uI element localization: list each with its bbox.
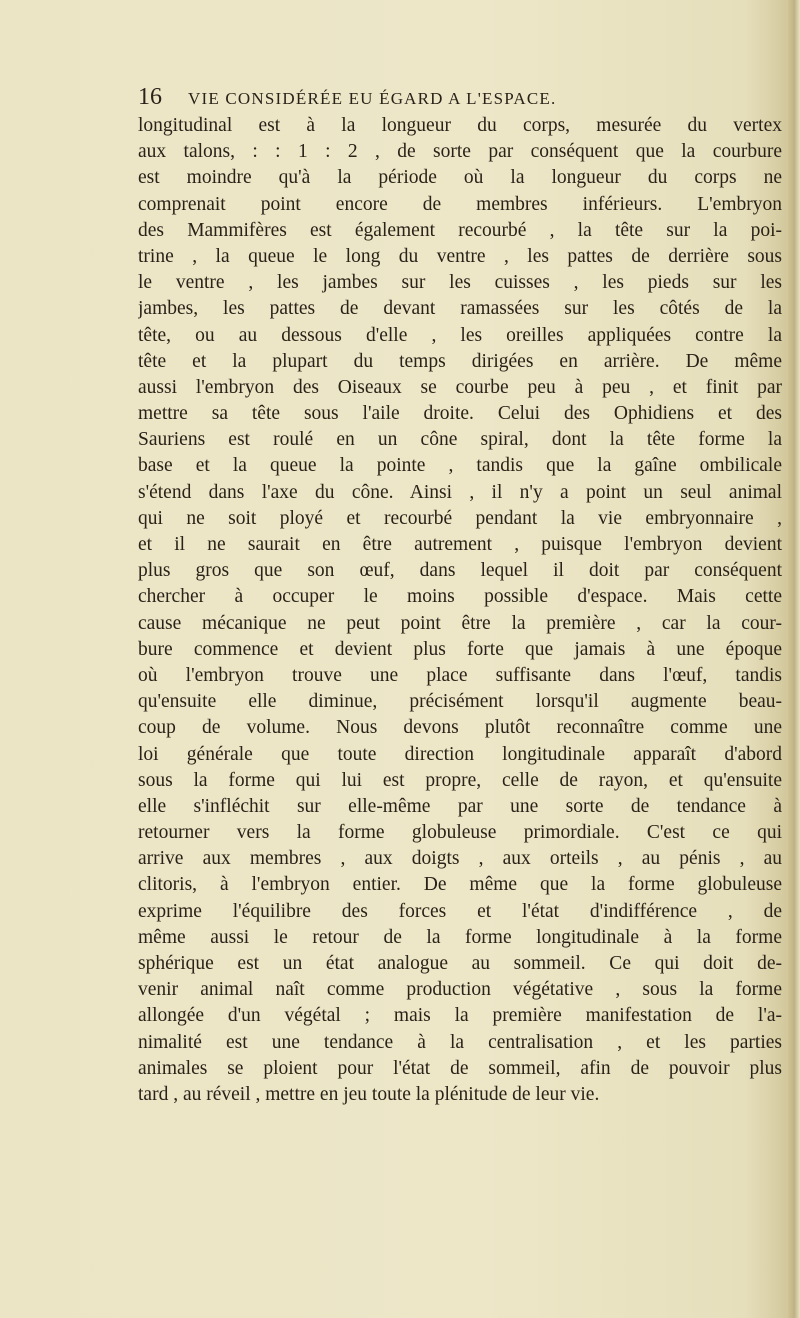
text-line: aussi l'embryon des Oiseaux se courbe peu à peu , et finit par: [138, 376, 782, 398]
text-line: exprime l'équilibre des forces et l'état d'indifférence , de: [138, 900, 782, 922]
text-line: jambes, les pattes de devant ramassées sur les côtés de la: [138, 298, 782, 320]
text-line: qu'ensuite elle diminue, précisément lorsqu'il augmente beau-: [138, 691, 782, 713]
running-header: [138, 84, 788, 112]
text-line: et il ne saurait en être autrement , puisque l'embryon devient: [138, 534, 782, 555]
text-line: venir animal naît comme production végétative , sous la forme: [138, 979, 782, 1001]
running-title: VIE CONSIDÉRÉE EU ÉGARD A L'ESPACE.: [188, 89, 557, 108]
text-line: qui ne soit ployé et recourbé pendant la vie embryonnaire ,: [138, 507, 782, 529]
text-line: tard , au réveil , mettre en jeu toute la plénitude de leur vie.: [138, 1083, 600, 1105]
text-line: s'étend dans l'axe du cône. Ainsi , il n'y a point un seul animal: [138, 481, 782, 503]
text-line: tête et la plupart du temps dirigées en arrière. De même: [138, 350, 782, 372]
text-line: sphérique est un état analogue au sommeil. Ce qui doit de-: [138, 953, 782, 974]
text-line: retourner vers la forme globuleuse primordiale. C'est ce qui: [138, 822, 782, 844]
text-line: clitoris, à l'embryon entier. De même que la forme globuleuse: [138, 874, 782, 896]
text-line: bure commence et devient plus forte que jamais à une époque: [138, 638, 782, 660]
text-line: aux talons, : : 1 : 2 , de sorte par conséquent que la courbure: [138, 141, 782, 163]
text-line: animales se ploient pour l'état de sommeil, afin de pouvoir plus: [138, 1057, 782, 1079]
text-line: plus gros que son œuf, dans lequel il doit par conséquent: [138, 560, 782, 582]
text-line: elle s'infléchit sur elle-même par une sorte de tendance à: [138, 795, 782, 817]
text-line: où l'embryon trouve une place suffisante dans l'œuf, tandis: [138, 664, 782, 686]
text-line: mettre sa tête sous l'aile droite. Celui des Ophidiens et des: [138, 403, 782, 425]
text-line: tête, ou au dessous d'elle , les oreilles appliquées contre la: [138, 324, 782, 346]
text-line: cause mécanique ne peut point être la première , car la cour-: [138, 612, 782, 634]
text-line: même aussi le retour de la forme longitudinale à la forme: [138, 926, 782, 948]
text-line: allongée d'un végétal ; mais la première manifestation de l'a-: [138, 1005, 782, 1027]
text-line: comprenait point encore de membres inférieurs. L'embryon: [138, 193, 782, 215]
text-line: loi générale que toute direction longitudinale apparaît d'abord: [138, 743, 782, 765]
page-edge: [786, 0, 800, 1318]
text-line: sous la forme qui lui est propre, celle de rayon, et qu'ensuite: [138, 769, 782, 791]
text-line: coup de volume. Nous devons plutôt reconnaître comme une: [138, 717, 782, 739]
text-line: longitudinal est à la longueur du corps, mesurée du vertex: [138, 115, 782, 136]
text-line: base et la queue la pointe , tandis que la gaîne ombilicale: [138, 455, 782, 477]
page-number: 16: [138, 84, 162, 110]
text-line: des Mammifères est également recourbé , la tête sur la poi-: [138, 219, 782, 241]
body-text: [138, 113, 782, 1108]
text-line: le ventre , les jambes sur les cuisses , les pieds sur les: [138, 272, 782, 294]
text-line: chercher à occuper le moins possible d'espace. Mais cette: [138, 586, 782, 608]
text-line: nimalité est une tendance à la centralisation , et les parties: [138, 1031, 782, 1053]
text-line: trine , la queue le long du ventre , les pattes de derrière sous: [138, 245, 782, 267]
text-line: Sauriens est roulé en un cône spiral, dont la tête forme la: [138, 429, 782, 451]
text-line: arrive aux membres , aux doigts , aux orteils , au pénis , au: [138, 848, 782, 870]
text-line: est moindre qu'à la période où la longueur du corps ne: [138, 167, 782, 189]
